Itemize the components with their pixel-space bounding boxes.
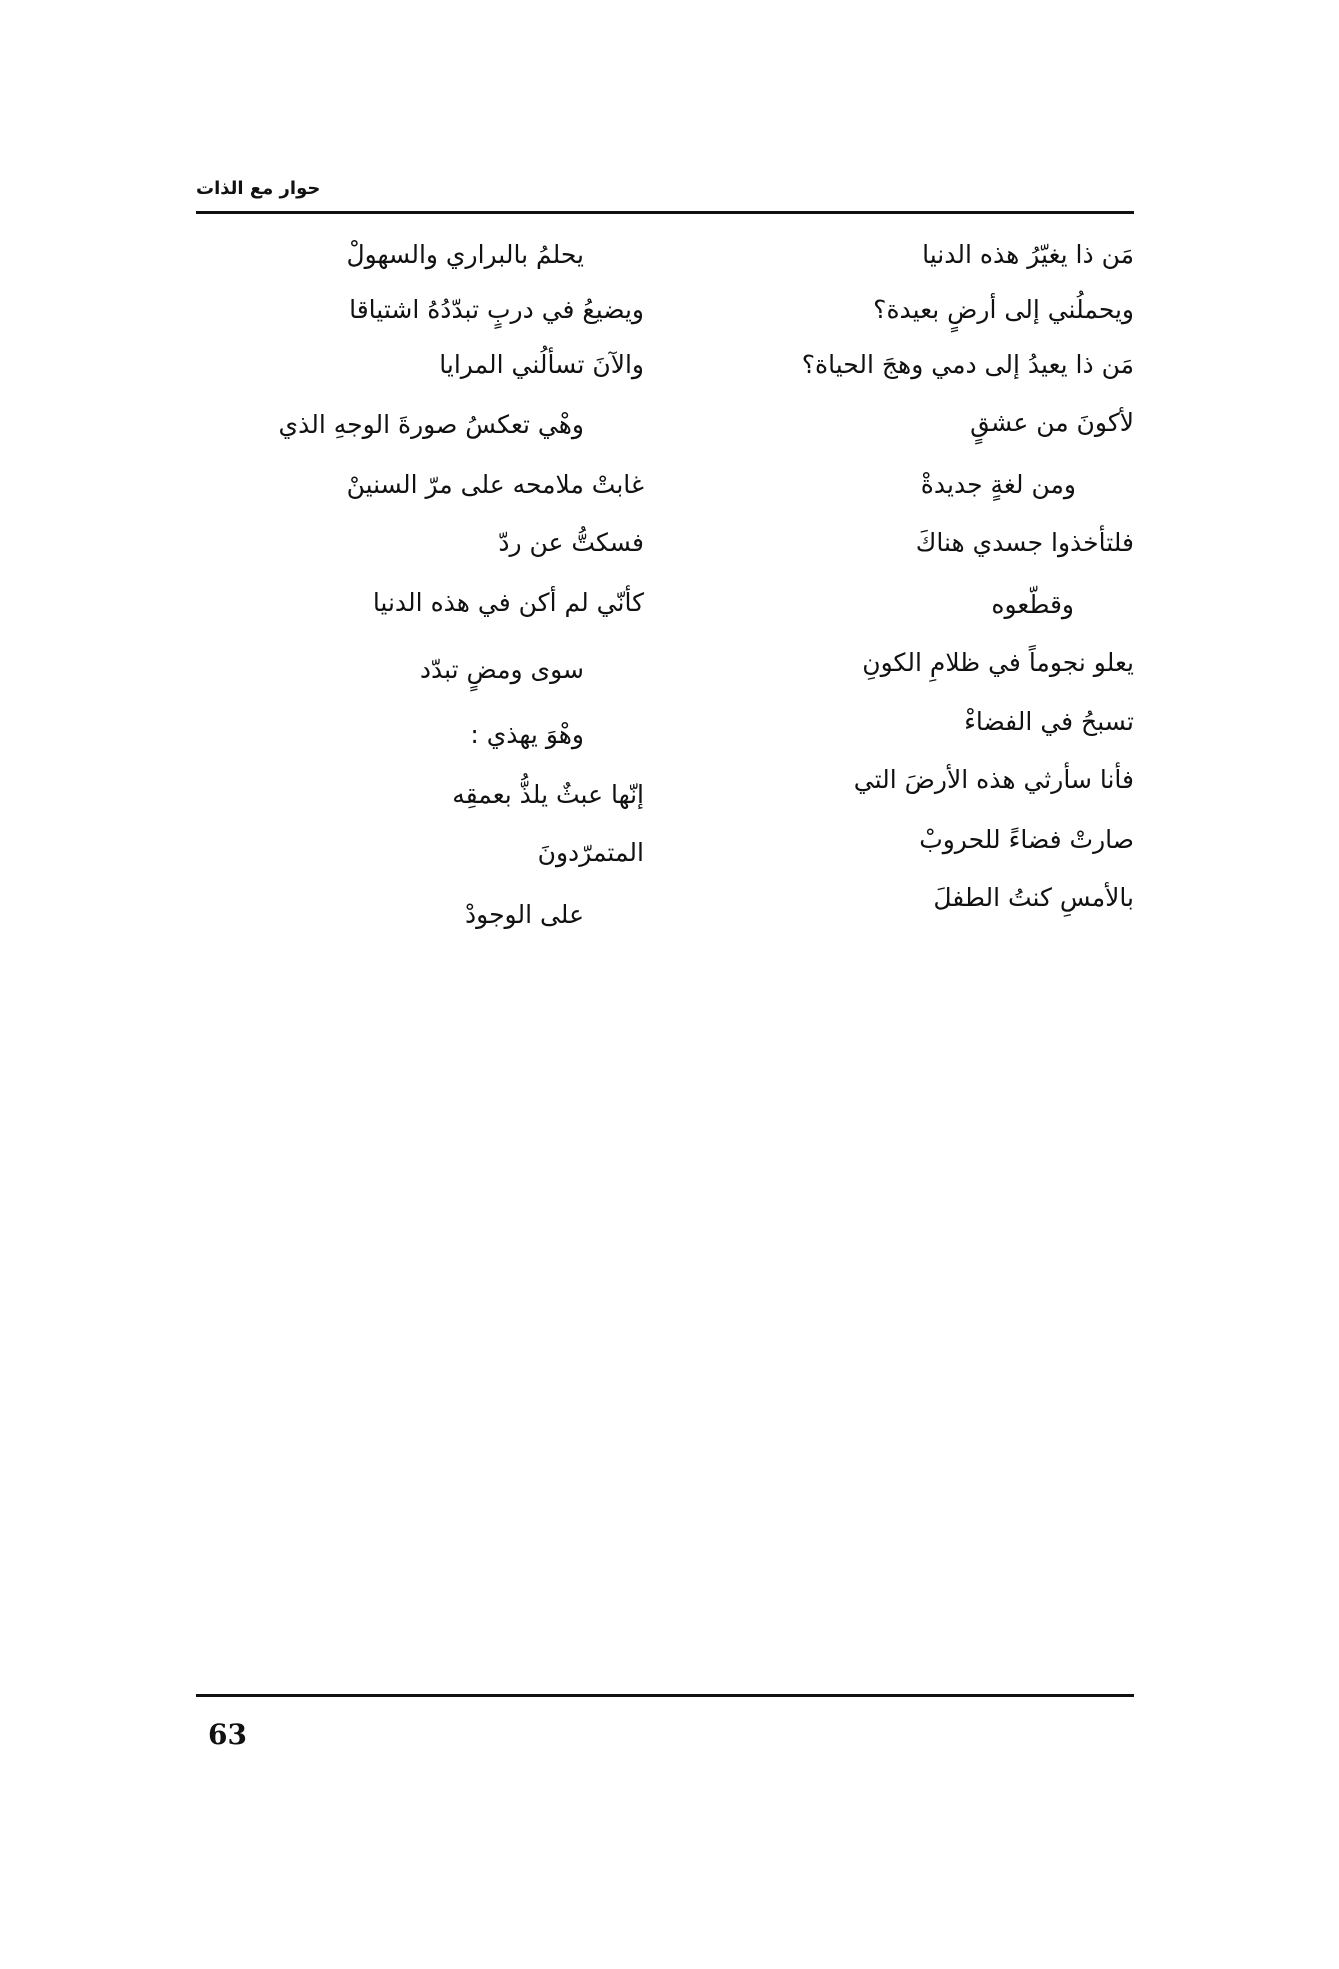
poem-line: ويحملُني إلى أرضٍ بعيدة؟ (873, 295, 1134, 324)
page-number: 63 (208, 1718, 247, 1751)
poem-line: وهْوَ يهذي : (470, 720, 584, 749)
poem-line: يعلو نجوماً في ظلامِ الكونِ (862, 648, 1134, 677)
poem-line: تسبحُ في الفضاءْ (964, 707, 1134, 736)
poem-line: وقطّعوه (991, 590, 1074, 619)
poem-line: فسكتُّ عن ردّ (498, 528, 644, 557)
poem-line: لأكونَ من عشقٍ (970, 408, 1134, 437)
poem-line: بالأمسِ كنتُ الطفلَ (933, 883, 1134, 912)
poem-line: صارتْ فضاءً للحروبْ (919, 825, 1134, 854)
poem-line: مَن ذا يغيّرُ هذه الدنيا (922, 240, 1134, 269)
poem-line: ومن لغةٍ جديدةْ (920, 470, 1076, 499)
poem-line: وهْي تعكسُ صورةَ الوجهِ الذي (278, 410, 584, 439)
poem-line: فأنا سأرثي هذه الأرضَ التي (853, 765, 1134, 794)
poem-line: يحلمُ بالبراري والسهولْ (346, 240, 584, 269)
poem-line: كأنّي لم أكن في هذه الدنيا (372, 588, 644, 617)
poem-line: ويضيعُ في دربٍ تبدّدُهُ اشتياقا (349, 295, 644, 324)
footer-rule (196, 1694, 1134, 1697)
poem-line: إنّها عبثٌ يلذُّ بعمقِه (452, 780, 644, 809)
poem-line: مَن ذا يعيدُ إلى دمي وهجَ الحياة؟ (801, 350, 1134, 379)
poem-line: سوى ومضٍ تبدّد (419, 655, 584, 684)
poem-line: غابتْ ملامحه على مرّ السنينْ (346, 470, 644, 499)
poem-line: المتمرّدونَ (537, 838, 644, 867)
poem-line: والآنَ تسألُني المرايا (439, 350, 644, 379)
poem-line: على الوجودْ (465, 900, 584, 929)
header-rule (196, 211, 1134, 214)
poem-line: فلتأخذوا جسدي هناكَ (915, 528, 1134, 557)
running-header-title: حوار مع الذات (196, 178, 321, 199)
